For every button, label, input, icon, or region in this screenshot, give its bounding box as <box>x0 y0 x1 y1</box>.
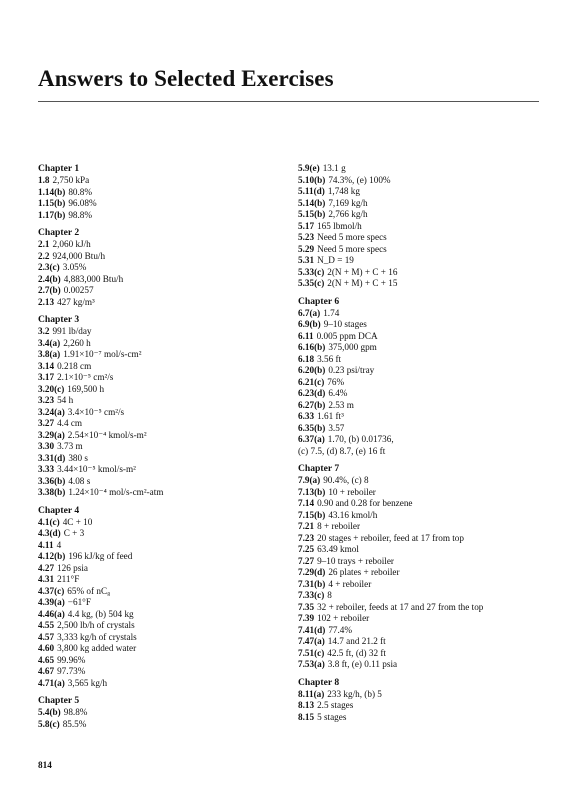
exercise-number: 3.27 <box>38 418 55 428</box>
answer-entry <box>298 278 548 290</box>
exercise-answer: 2.5 stages <box>317 700 354 710</box>
answer-entry <box>38 666 278 678</box>
answer-entry <box>38 285 278 297</box>
exercise-answer: 10 + reboiler <box>328 486 376 497</box>
exercise-number: 5.33(c) <box>298 266 325 277</box>
chapter-section <box>298 296 548 458</box>
answer-entry <box>298 331 548 343</box>
answer-entry <box>298 244 548 256</box>
exercise-answer: 1.70, (b) 0.01736, <box>327 434 394 444</box>
exercise-answer: 4C + 10 <box>62 516 93 527</box>
answer-entry <box>298 388 548 400</box>
exercise-answer: 1.24×10⁻⁴ mol/s-cm²-atm <box>68 487 164 497</box>
exercise-number: 5.17 <box>298 220 315 231</box>
answer-entry <box>298 255 548 267</box>
exercise-answer: 3.8 ft, (e) 0.11 psia <box>327 659 398 669</box>
exercise-answer: 1.74 <box>323 307 340 318</box>
exercise-answer: 2,750 kPa <box>52 175 90 185</box>
answer-entry <box>298 689 548 701</box>
exercise-number: 1.15(b) <box>38 198 66 208</box>
answer-entry <box>38 655 278 667</box>
exercise-number: 8.13 <box>298 700 315 710</box>
answer-entry <box>298 544 548 556</box>
exercise-answer: 0.218 cm <box>57 360 92 371</box>
exercise-number: 6.20(b) <box>298 365 326 375</box>
exercise-answer: 427 kg/m³ <box>57 296 95 307</box>
exercise-answer: N_D = 19 <box>317 255 354 265</box>
chapter-heading: Chapter 7 <box>298 463 340 474</box>
exercise-number: 2.7(b) <box>38 285 61 295</box>
exercise-number: 7.31(b) <box>298 578 326 589</box>
exercise-number: 3.14 <box>38 360 55 371</box>
exercise-answer: C + 3 <box>63 528 85 538</box>
answer-entry <box>298 579 548 591</box>
answer-entry <box>298 625 548 637</box>
answer-entry <box>298 533 548 545</box>
answer-entry <box>298 319 548 331</box>
exercise-number: 5.23 <box>298 232 315 242</box>
exercise-answer: 6.4% <box>328 388 348 398</box>
exercise-number: 5.31 <box>298 255 315 265</box>
answer-entry <box>38 551 278 563</box>
exercise-number: 1.8 <box>38 175 50 185</box>
answer-entry <box>38 407 278 419</box>
answer-entry <box>298 700 548 712</box>
exercise-number: 4.11 <box>38 539 54 550</box>
exercise-answer: 0.23 psi/tray <box>328 365 375 375</box>
exercise-answer: 169,500 h <box>67 383 105 394</box>
answer-entry <box>38 239 278 251</box>
answer-entry <box>298 434 548 446</box>
exercise-number: 3.29(a) <box>38 429 65 440</box>
answer-entry <box>38 262 278 274</box>
chapter-section <box>38 163 278 221</box>
answer-entry <box>298 521 548 533</box>
answer-entry <box>38 297 278 309</box>
exercise-answer: 1,748 kg <box>327 186 360 196</box>
answer-entry <box>38 464 278 476</box>
answer-entry <box>38 274 278 286</box>
exercise-number: 6.16(b) <box>298 342 326 352</box>
answer-entry <box>298 308 548 320</box>
exercise-answer: 43.16 kmol/h <box>328 509 378 520</box>
answer-entry <box>298 377 548 389</box>
exercise-number: 3.24(a) <box>38 406 65 417</box>
answer-entry <box>38 361 278 373</box>
answer-entry <box>298 712 548 724</box>
exercise-number: 2.13 <box>38 296 55 307</box>
exercise-answer: 7,169 kg/h <box>328 197 368 208</box>
exercise-number: 5.29 <box>298 243 315 254</box>
exercise-answer: 3,800 kg added water <box>57 643 137 653</box>
exercise-number: 4.27 <box>38 562 55 573</box>
answer-entry <box>38 643 278 655</box>
answer-entry <box>38 198 278 210</box>
chapter-heading: Chapter 8 <box>298 676 340 688</box>
exercise-number: 4.12(b) <box>38 551 66 561</box>
exercise-answer: 126 psia <box>57 562 88 573</box>
exercise-number: 7.29(d) <box>298 567 326 577</box>
exercise-number: 6.11 <box>298 330 314 341</box>
exercise-number: 4.65 <box>38 654 55 665</box>
answer-entry <box>38 175 278 187</box>
exercise-number: 8.11(a) <box>298 688 325 699</box>
exercise-number: 2.4(b) <box>38 273 61 284</box>
exercise-answer: 3.56 ft <box>317 353 342 364</box>
answer-entry <box>38 418 278 430</box>
exercise-number: 6.27(b) <box>298 399 326 410</box>
answer-entry <box>38 349 278 361</box>
exercise-answer: 63.49 kmol <box>317 544 359 554</box>
answer-entry <box>38 609 278 621</box>
exercise-answer: 3,333 kg/h of crystals <box>57 631 137 642</box>
exercise-number: 5.14(b) <box>298 197 326 208</box>
exercise-number: 5.8(c) <box>38 718 60 729</box>
exercise-number: 4.46(a) <box>38 608 65 619</box>
exercise-number: 7.53(a) <box>298 659 325 669</box>
answer-entry <box>38 597 278 609</box>
exercise-answer: 2,766 kg/h <box>328 209 368 219</box>
exercise-number: 2.1 <box>38 239 50 249</box>
exercise-answer: 2,260 h <box>63 337 91 348</box>
chapter-heading: Chapter 3 <box>38 314 80 325</box>
answer-entry <box>38 430 278 442</box>
exercise-number: 3.17 <box>38 372 55 382</box>
exercise-number: 2.2 <box>38 250 50 261</box>
exercise-answer: 4.08 s <box>68 475 91 486</box>
exercise-number: 3.4(a) <box>38 337 61 348</box>
answer-entry <box>38 453 278 465</box>
answer-entry <box>298 267 548 279</box>
answer-entry <box>38 517 278 529</box>
exercise-answer: 8 + reboiler <box>317 521 361 531</box>
answer-entry <box>298 175 548 187</box>
exercise-answer: 98.8% <box>68 209 93 220</box>
exercise-number: 4.55 <box>38 620 55 630</box>
exercise-number: 6.21(c) <box>298 376 325 387</box>
answer-entry <box>38 719 278 731</box>
chapter-heading: Chapter 1 <box>38 163 80 174</box>
exercise-number: 8.15 <box>298 711 315 722</box>
answer-entry <box>298 510 548 522</box>
exercise-number: 3.38(b) <box>38 487 66 497</box>
exercise-answer: 9–10 stages <box>323 319 367 329</box>
exercise-answer: 77.4% <box>328 624 353 635</box>
exercise-answer: 99.96% <box>57 654 86 665</box>
title-divider <box>38 101 539 102</box>
exercise-answer: 2(N + M) + C + 16 <box>327 266 398 277</box>
exercise-answer: 98.8% <box>63 707 88 717</box>
exercise-number: 5.9(e) <box>298 163 320 173</box>
answer-entry <box>38 574 278 586</box>
exercise-answer: 380 s <box>68 452 88 463</box>
exercise-number: 3.36(b) <box>38 475 66 486</box>
chapter-section <box>38 227 278 308</box>
exercise-number: 7.47(a) <box>298 636 325 646</box>
exercise-answer: 54 h <box>57 395 74 405</box>
chapter-section <box>298 677 548 724</box>
answer-entry <box>38 395 278 407</box>
answer-entry <box>38 187 278 199</box>
exercise-answer: 76% <box>327 376 345 387</box>
left-answer-column <box>38 163 278 736</box>
exercise-answer: 3,565 kg/h <box>67 677 108 688</box>
exercise-answer: 8 <box>327 590 332 600</box>
answer-entry <box>298 232 548 244</box>
answer-entry <box>38 251 278 263</box>
exercise-answer: 4 <box>56 539 62 550</box>
exercise-number: 7.15(b) <box>298 509 326 520</box>
answer-entry <box>38 476 278 488</box>
exercise-answer: 96.08% <box>68 198 97 208</box>
exercise-answer: 2(N + M) + C + 15 <box>327 278 398 288</box>
exercise-number: 6.7(a) <box>298 307 321 318</box>
answer-entry <box>38 678 278 690</box>
exercise-answer: 102 + reboiler <box>317 613 370 623</box>
exercise-answer: Need 5 more specs <box>317 243 387 254</box>
answer-entry <box>298 198 548 210</box>
exercise-number: 5.10(b) <box>298 174 326 185</box>
answer-entry <box>38 540 278 552</box>
exercise-answer: 4.4 kg, (b) 504 kg <box>67 608 134 619</box>
answer-entry <box>298 475 548 487</box>
exercise-number: 6.35(b) <box>298 422 326 433</box>
exercise-answer: 991 lb/day <box>52 326 92 336</box>
exercise-number: 7.9(a) <box>298 475 321 485</box>
chapter-section <box>298 163 548 290</box>
exercise-number: 3.31(d) <box>38 452 66 463</box>
exercise-answer: 3.57 <box>328 422 345 433</box>
exercise-number: 7.25 <box>298 544 315 554</box>
exercise-number: 5.11(d) <box>298 186 325 196</box>
exercise-number: 3.30 <box>38 441 55 451</box>
answer-entry <box>298 636 548 648</box>
exercise-answer: 2.53 m <box>328 399 354 410</box>
page-title: Answers to Selected Exercises <box>38 66 334 91</box>
exercise-answer: 0.00257 <box>63 285 94 295</box>
exercise-answer: 3.73 m <box>57 441 83 451</box>
exercise-number: 7.13(b) <box>298 486 326 497</box>
exercise-answer: Need 5 more specs <box>317 232 387 242</box>
exercise-number: 4.37(c) <box>38 585 65 596</box>
exercise-number: 2.3(c) <box>38 262 60 272</box>
exercise-answer: 4.4 cm <box>57 418 83 428</box>
exercise-number: 4.1(c) <box>38 516 60 527</box>
exercise-answer: 3.44×10⁻⁵ kmol/s-m² <box>57 464 136 474</box>
chapter-heading: Chapter 2 <box>38 227 80 238</box>
answer-entry <box>38 487 278 499</box>
exercise-answer: 375,000 gpm <box>328 342 377 352</box>
answer-entry <box>38 563 278 575</box>
answer-entry <box>38 528 278 540</box>
exercise-answer: 233 kg/h, (b) 5 <box>327 688 382 699</box>
exercise-number: 5.4(b) <box>38 707 61 717</box>
exercise-number: 4.31 <box>38 574 55 584</box>
exercise-number: 7.39 <box>298 613 315 623</box>
answer-entry <box>38 441 278 453</box>
exercise-number: 6.37(a) <box>298 434 325 444</box>
exercise-answer: 211°F <box>57 574 80 584</box>
exercise-answer: 26 plates + reboiler <box>328 567 400 577</box>
answer-entry <box>298 487 548 499</box>
exercise-number: 5.35(c) <box>298 278 325 288</box>
exercise-number: 6.18 <box>298 353 315 364</box>
answer-entry <box>38 326 278 338</box>
exercise-answer: 924,000 Btu/h <box>52 250 106 261</box>
answer-entry <box>298 354 548 366</box>
exercise-number: 7.14 <box>298 498 315 508</box>
exercise-answer: 5 stages <box>317 711 347 722</box>
answer-entry <box>298 556 548 568</box>
answer-entry <box>298 400 548 412</box>
exercise-number: 3.20(c) <box>38 383 65 394</box>
answer-entry <box>298 163 548 175</box>
exercise-answer: 2,500 lb/h of crystals <box>57 620 135 630</box>
exercise-answer: 32 + reboiler, feeds at 17 and 27 from the top <box>317 601 484 612</box>
answer-entry <box>298 498 548 510</box>
answer-entry <box>298 648 548 660</box>
exercise-answer: 4 + reboiler <box>328 578 372 589</box>
answer-entry <box>38 384 278 396</box>
answer-entry <box>298 567 548 579</box>
exercise-answer: 97.73% <box>57 666 86 676</box>
exercise-answer: −61°F <box>67 597 91 607</box>
exercise-answer: 196 kJ/kg of feed <box>68 551 133 561</box>
exercise-number: 7.23 <box>298 532 315 543</box>
exercise-number: 4.71(a) <box>38 677 65 688</box>
answer-entry <box>38 620 278 632</box>
exercise-answer: 14.7 and 21.2 ft <box>327 636 386 646</box>
page-number: 814 <box>38 760 52 770</box>
exercise-number: 3.2 <box>38 326 50 336</box>
answer-entry <box>298 590 548 602</box>
exercise-number: 6.9(b) <box>298 319 321 329</box>
answer-entry <box>298 221 548 233</box>
exercise-answer: 20 stages + reboiler, feed at 17 from top <box>317 532 464 543</box>
answer-entry <box>38 707 278 719</box>
exercise-answer: 0.90 and 0.28 for benzene <box>317 498 413 508</box>
answer-entry <box>298 209 548 221</box>
exercise-number: 3.23 <box>38 395 55 405</box>
exercise-answer: 3.4×10⁻⁵ cm²/s <box>67 406 125 417</box>
exercise-number: 7.21 <box>298 521 315 531</box>
exercise-number: 3.8(a) <box>38 349 61 359</box>
right-answer-column <box>298 163 548 729</box>
exercise-answer: 13.1 g <box>322 163 346 173</box>
exercise-number: 1.14(b) <box>38 186 66 197</box>
exercise-answer: 9–10 trays + reboiler <box>317 555 394 566</box>
exercise-number: 4.57 <box>38 631 55 642</box>
answer-entry <box>38 632 278 644</box>
exercise-number: 7.41(d) <box>298 624 326 635</box>
answer-continuation: (c) 7.5, (d) 8.7, (e) 16 ft <box>298 445 386 456</box>
exercise-answer: 74.3%, (e) 100% <box>328 174 391 185</box>
exercise-answer: 85.5% <box>62 718 87 729</box>
exercise-answer: 1.91×10⁻⁷ mol/s-cm² <box>63 349 142 359</box>
exercise-answer: 42.5 ft, (d) 32 ft <box>327 647 386 658</box>
exercise-number: 4.60 <box>38 643 55 653</box>
chapter-section <box>38 695 278 730</box>
exercise-answer: 90.4%, (c) 8 <box>323 475 369 485</box>
answer-entry <box>298 613 548 625</box>
exercise-number: 7.51(c) <box>298 647 325 658</box>
exercise-answer: 4,883,000 Btu/h <box>63 273 124 284</box>
answer-entry <box>38 586 278 598</box>
answer-entry <box>298 365 548 377</box>
answer-entry <box>298 186 548 198</box>
exercise-number: 7.33(c) <box>298 590 325 600</box>
exercise-number: 3.33 <box>38 464 55 474</box>
exercise-answer: 165 lbmol/h <box>317 220 362 231</box>
exercise-answer: 1.61 ft³ <box>317 411 344 421</box>
chapter-heading: Chapter 4 <box>38 504 80 516</box>
exercise-number: 4.3(d) <box>38 528 61 538</box>
exercise-answer: 2.54×10⁻⁴ kmol/s-m² <box>67 429 147 440</box>
exercise-number: 1.17(b) <box>38 209 66 220</box>
chapter-section <box>38 314 278 499</box>
answer-entry <box>298 411 548 423</box>
exercise-number: 6.33 <box>298 411 315 421</box>
answer-entry <box>38 338 278 350</box>
exercise-answer: 0.005 ppm DCA <box>316 330 378 341</box>
exercise-number: 4.67 <box>38 666 55 676</box>
answer-entry <box>298 423 548 435</box>
exercise-number: 7.27 <box>298 555 315 566</box>
chapter-section <box>298 463 548 671</box>
chapter-heading: Chapter 5 <box>38 695 80 706</box>
exercise-answer: 3.05% <box>62 262 87 272</box>
chapter-section <box>38 505 278 690</box>
answer-entry <box>38 372 278 384</box>
chapter-heading: Chapter 6 <box>298 295 340 307</box>
exercise-answer: 2,060 kJ/h <box>52 239 91 249</box>
exercise-answer: 65% of nC₈ <box>67 585 111 596</box>
answer-entry <box>298 342 548 354</box>
answer-entry <box>38 210 278 222</box>
exercise-answer: 2.1×10⁻⁵ cm²/s <box>57 372 114 382</box>
exercise-answer: 80.8% <box>68 186 93 197</box>
answer-entry <box>298 602 548 614</box>
answer-entry <box>298 659 548 671</box>
exercise-number: 7.35 <box>298 601 315 612</box>
exercise-number: 4.39(a) <box>38 597 65 607</box>
exercise-number: 6.23(d) <box>298 388 326 398</box>
exercise-number: 5.15(b) <box>298 209 326 219</box>
